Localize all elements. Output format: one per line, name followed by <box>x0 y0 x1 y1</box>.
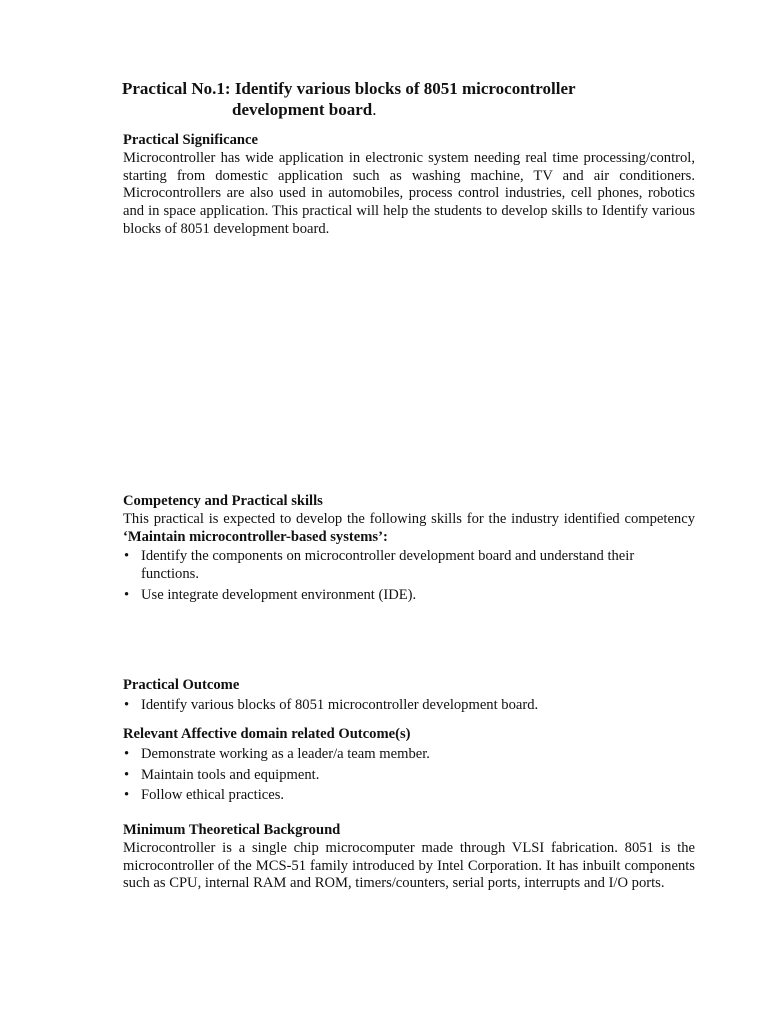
bullet-list <box>123 746 695 805</box>
bullet-icon: • <box>124 745 130 762</box>
list-item: • Identify various blocks of 8051 microcontroller development board. <box>124 696 539 713</box>
list-item: • Use integrate development environment (IDE). <box>124 586 417 603</box>
section-heading: Minimum Theoretical Background <box>123 822 341 838</box>
list-item: • Demonstrate working as a leader/a team member. <box>124 745 430 762</box>
section-heading: Practical Significance <box>123 132 258 148</box>
bullet-icon: • <box>124 696 130 713</box>
section-heading: Practical Outcome <box>123 677 240 693</box>
title-line-1: Practical No.1: Identify various blocks of 8051 microcontroller <box>122 79 576 98</box>
list-item: • Maintain tools and equipment. <box>124 766 320 783</box>
bullet-icon: • <box>124 548 130 565</box>
page-title <box>122 78 682 120</box>
section-heading: Competency and Practical skills <box>123 493 323 509</box>
section-competency <box>123 493 695 608</box>
list-item: • Follow ethical practices. <box>124 787 285 804</box>
section-body: Microcontroller has wide application in electronic system needing real time processing/control, starting from domestic application such as washing machine, TV and air conditioners. Microcontrollers are also used in automobiles, process control industries, cell phones, robotics and in space application. This practical will help the students to develop skills to Identify various blocks of 8051 development board. <box>123 149 695 237</box>
title-period: . <box>372 100 377 119</box>
bullet-list <box>123 697 695 715</box>
bullet-icon: • <box>124 766 130 783</box>
section-affective-outcomes <box>123 726 695 808</box>
section-body <box>123 511 695 547</box>
list-item: • Identify the components on microcontroller development board and understand their functions. <box>124 548 635 583</box>
section-theoretical-background <box>123 822 695 893</box>
competency-intro: This practical is expected to develop the following skills for the industry identified competency <box>123 510 695 527</box>
section-heading: Relevant Affective domain related Outcome(s) <box>123 726 411 742</box>
bullet-list <box>123 548 695 604</box>
competency-bold-phrase: ‘Maintain microcontroller-based systems’: <box>123 528 388 545</box>
title-line-2: development board <box>232 100 373 119</box>
section-body: Microcontroller is a single chip microcomputer made through VLSI fabrication. 8051 is the microcontroller of the MCS-51 family introduced by Intel Corporation. It has inbuilt components such as CPU, internal RAM and ROM, timers/counters, serial ports, interrupts and I/O ports. <box>123 839 695 892</box>
section-practical-outcome <box>123 677 695 718</box>
bullet-icon: • <box>124 586 130 603</box>
section-practical-significance <box>123 132 695 239</box>
bullet-icon: • <box>124 787 130 804</box>
